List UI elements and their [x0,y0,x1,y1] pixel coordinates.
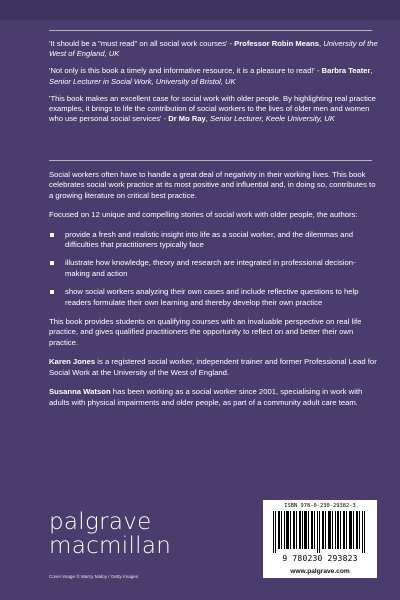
bullet-square-icon [50,261,54,265]
endorsement-1: 'It should be a "must read" on all social work courses' - Professor Robin Means, University of the West of England, UK [49,39,378,59]
author-bio-text: has been working as a social worker since 2001, specialising in work with adults with physical impairments and older people, as part of a community adult care team. [49,387,363,407]
top-strip [0,0,400,20]
endorsement-affiliation: University of the West of England, UK [49,39,378,59]
author-bio-2 [49,387,379,408]
bullet-text: illustrate how knowledge, theory and research are integrated in professional decision-making and action [65,258,356,278]
author-name: Susanna Watson [49,387,111,397]
endorsement-author: Barbra Teater [321,66,371,76]
endorsement-text: 'It should be a "must read" on all social work courses' - [49,39,233,48]
top-rule [49,30,372,31]
endorsement-author: Professor Robin Means [234,39,319,48]
endorsements [49,39,379,131]
bullet-text: provide a fresh and realistic insight into life as a social worker, and the dilemmas and difficulties that practitioners typically face [65,229,354,250]
barcode-icon [273,511,367,553]
endorsement-text: 'This book makes an excellent case for social work with older people. By highlighting real practice examples, it brings to life the contribution of social workers to the lives of older men and women who use personal social services' [49,93,376,124]
bullet-item [49,258,379,279]
publisher-logo-line1: palgrave [49,509,152,535]
endorsement-affiliation: Senior Lecturer, Keele University, UK [210,114,335,124]
cover-credit: Cover image © Marcy Maloy / Getty Images [49,574,139,579]
intro-paragraph: Social workers often have to handle a great deal of negativity in their working lives. This book celebrates social work practice at its most positive and influential and, in doing so, contributes to a growing literature on critical best practice. [49,170,376,200]
bullet-list [49,230,379,308]
publisher-logo-line2: macmillan [49,533,172,559]
bullet-square-icon [50,233,54,237]
endorsement-affiliation: Senior Lecturer in Social Work, University of Bristol, UK [49,76,236,86]
middle-rule [49,160,372,161]
endorsement-2: 'Not only is this book a timely and informative resource, it is a pleasure to read!' - Barbra Teater, Senior Lecturer in Social Work, University of Bristol, UK [49,66,373,86]
bullet-item [49,287,379,308]
closing-paragraph: This book provides students on qualifying courses with an invaluable perspective on real life practice, and gives qualified practitioners the opportunity to reflect on and better their own practice. [49,317,362,347]
author-name: Karen Jones [49,357,96,367]
bullet-square-icon [50,290,54,294]
barcode-digits: 9 780230 293823 [282,554,358,563]
blurb [49,170,379,417]
isbn-text: ISBN 978-0-230-29382-3 [284,503,356,509]
bullet-item [49,230,379,251]
endorsement-3: 'This book makes an excellent case for social work with older people. By highlighting real practice examples, it brings to life the contribution of social workers to the lives of older men and women who use personal social services' - Dr Mo Ray, Senior Lecturer, Keele University, UK [49,93,376,124]
publisher-url: www.palgrave.com [263,566,377,578]
endorsement-author: Dr Mo Ray [168,114,206,124]
barcode-box [263,500,377,566]
bullet-text: show social workers analyzing their own cases and include reflective questions to help readers formulate their own learning and thereby develop their own practice [65,287,359,307]
author-bio-1 [49,357,379,378]
author-bio-text: is a registered social worker, independent trainer and former Professional Lead for Social Work at the University of the West of England. [49,357,377,377]
focus-paragraph: Focused on 12 unique and compelling stories of social work with older people, the authors: [49,210,358,220]
endorsement-text: 'Not only is this book a timely and informative resource, it is a pleasure to read!' [49,66,315,76]
publisher-logo [49,510,171,558]
